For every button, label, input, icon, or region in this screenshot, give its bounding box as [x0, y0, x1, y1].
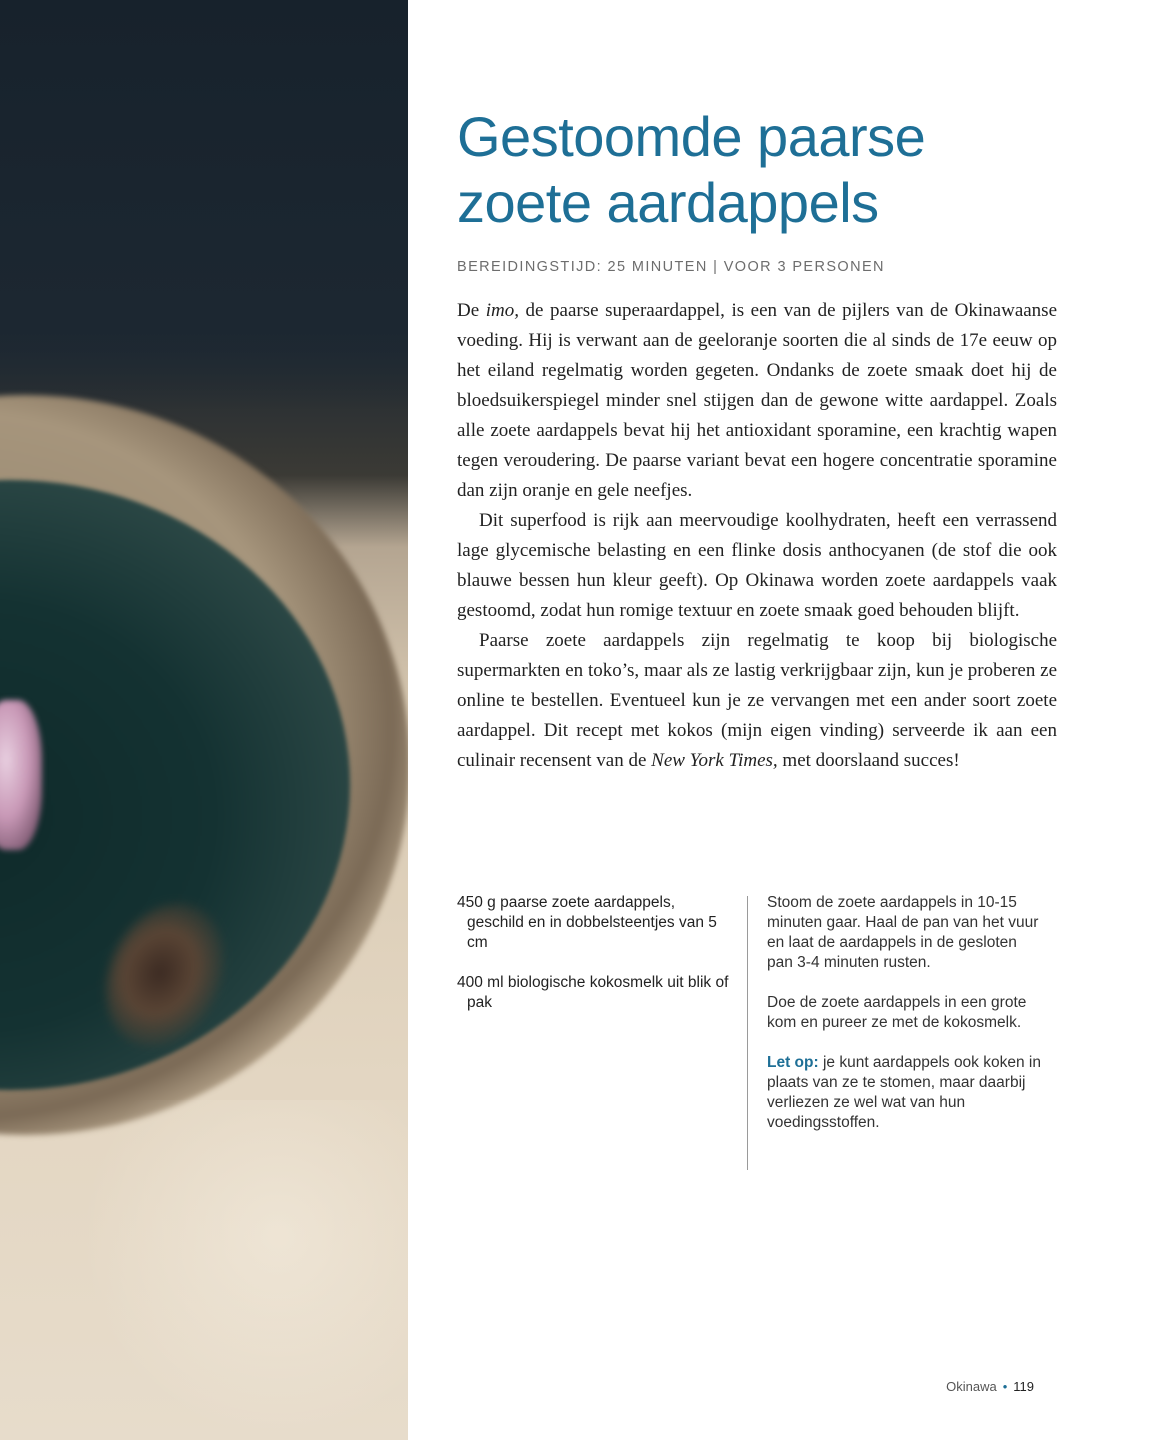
- recipe-title-line-1: Gestoomde paarse: [457, 105, 926, 168]
- note-text: je kunt aardappels ook koken in plaats van ze te stomen, maar daarbij verliezen ze wel wat van hun voedingsstoffen.: [767, 1054, 1041, 1131]
- intro-p3-start: Paarse zoete aardappels zijn regelmatig te koop bij biologische supermarkten en toko’s, maar als ze lastig verkrijgbaar zijn, kun je proberen ze online te bestellen. Eventueel kun je ze vervangen met een ander soort zoete aardappel. Dit recept met kokos (mijn eigen vinding) serveerde ik aan een culinair recensent van de: [457, 630, 1057, 771]
- intro-p3-emphasis: New York Times,: [651, 750, 778, 771]
- step-1: Stoom de zoete aardappels in 10-15 minuten gaar. Haal de pan van het vuur en laat de aardappels in de gesloten pan 3-4 minuten rusten.: [767, 894, 1039, 971]
- instruction-steps: [767, 893, 1047, 1153]
- note: [767, 1053, 1047, 1133]
- intro-p1-emphasis: imo,: [485, 300, 519, 321]
- intro-p3-rest: met doorslaand succes!: [777, 750, 960, 771]
- footer-section: Okinawa: [946, 1379, 997, 1394]
- page-number: 119: [1013, 1379, 1034, 1394]
- intro-p1-start: De: [457, 300, 486, 321]
- light-glow: [80, 1100, 408, 1440]
- recipe-title-line-2: zoete aardappels: [457, 171, 879, 234]
- intro-p1-rest: de paarse superaardappel, is een van de pijlers van de Okinawaanse voeding. Hij is verwant aan de geeloranje soorten die al sinds de 17e eeuw op het eiland regelmatig worden gegeten. Ondanks de zoete smaak doet hij de bloedsuikerspiegel minder snel stijgen dan de gewone witte aardappel. Zoals alle zoete aardappels bevat hij het antioxidant sporamine, een krachtig wapen tegen veroudering. De paarse variant bevat een hogere concentratie sporamine dan zijn oranje en gele neefjes.: [457, 300, 1058, 501]
- step-2: Doe de zoete aardappels in een grote kom en pureer ze met de kokosmelk.: [767, 994, 1027, 1031]
- recipe-title: [457, 104, 1097, 236]
- intro-paragraph-3: [457, 626, 1057, 776]
- ingredient-item: 400 ml biologische kokosmelk uit blik of pak: [457, 974, 729, 1011]
- recipe-meta: BEREIDINGSTIJD: 25 MINUTEN | VOOR 3 PERSONEN: [457, 259, 885, 275]
- intro-text: [457, 296, 1057, 776]
- photo-background-wall: [0, 0, 408, 410]
- intro-paragraph-2: Dit superfood is rijk aan meervoudige koolhydraten, heeft een verrassend lage glycemische belasting en een flinke dosis anthocyanen (de stof die ook blauwe bessen hun kleur geeft). Op Okinawa worden zoete aardappels vaak gestoomd, zodat hun romige textuur en zoete smaak goed behouden blijft.: [457, 510, 1057, 621]
- note-label: Let op:: [767, 1054, 819, 1071]
- ingredient-item: 450 g paarse zoete aardappels, geschild en in dobbelsteentjes van 5 cm: [457, 894, 717, 951]
- column-divider: [747, 896, 748, 1170]
- ingredient-list: [457, 893, 732, 1033]
- recipe-photo: [0, 0, 408, 1440]
- page-footer: [946, 1379, 1034, 1394]
- flower-garnish: [0, 700, 42, 850]
- intro-paragraph-1: [457, 296, 1057, 506]
- footer-separator: •: [1002, 1379, 1008, 1394]
